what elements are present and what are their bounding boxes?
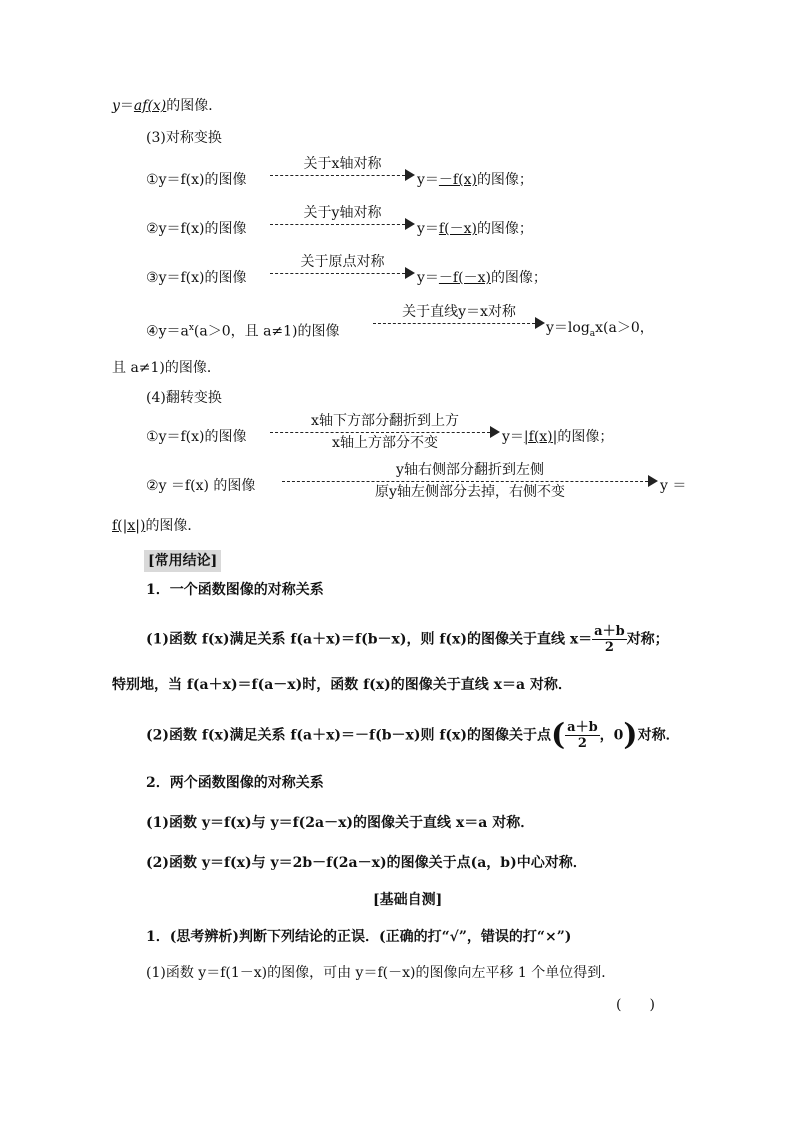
question-text: 1．(思考辨析)判断下列结论的正误．(正确的打“√”，错误的打“×”) xyxy=(146,929,572,945)
text-fragment: y＝f(x)的图像 xyxy=(158,221,247,237)
answer-underlined: －f(－x) xyxy=(438,270,491,286)
text-fragment: (a＞0，且 a≠1)的图像 xyxy=(193,323,340,340)
answer-blank: ( ) xyxy=(616,997,655,1013)
text-line xyxy=(146,476,255,496)
text-line xyxy=(417,268,547,288)
item-number: ① xyxy=(146,172,159,188)
text-line xyxy=(146,624,669,655)
text-line: (2)函数 y＝f(x)与 y＝2b－f(2a－x)的图像关于点(a，b)中心对称． xyxy=(146,855,587,871)
section-tag: [基础自测] xyxy=(373,892,443,908)
text-fragment: 的图像； xyxy=(476,221,533,237)
transform-arrow xyxy=(270,413,500,457)
transform-arrow xyxy=(282,462,658,506)
subsection-heading: 2．两个函数图像的对称关系 xyxy=(146,775,324,791)
answer-underlined: f(|x|) xyxy=(112,518,146,534)
arrow-head-icon xyxy=(405,169,415,181)
text-fragment: y＝a xyxy=(158,323,189,340)
arrow-label: 关于原点对称 xyxy=(300,254,385,270)
text-line xyxy=(112,516,201,536)
item-number: ② xyxy=(146,221,159,237)
question-item: (1)函数 y＝f(1－x)的图像，可由 y＝f(－x)的图像向左平移 1 个单位得到． xyxy=(146,965,616,981)
transform-arrow xyxy=(373,304,545,344)
text-fragment: y＝ xyxy=(502,429,524,445)
text-line: 且 a≠1)的图像． xyxy=(112,360,221,376)
text-line: 特别地，当 f(a＋x)＝f(a－x)时，函数 f(x)的图像关于直线 x＝a 对称． xyxy=(112,677,572,693)
text-fragment: 的图像； xyxy=(490,270,547,286)
arrow-shaft xyxy=(282,481,648,482)
text-fragment: (2)函数 f(x)满足关系 f(a＋x)＝－f(b－x)则 f(x)的图像关于点 xyxy=(146,727,551,744)
text-line xyxy=(417,170,533,190)
text-fragment: y＝f(x)的图像 xyxy=(158,270,247,286)
subscript: a xyxy=(589,328,596,339)
text-fragment: y＝f(x)的图像 xyxy=(158,429,247,445)
text-fragment: y＝ xyxy=(417,172,439,188)
arrow-label: y轴右侧部分翻折到左侧 xyxy=(396,462,544,478)
subsection-heading: 1．一个函数图像的对称关系 xyxy=(146,582,324,598)
text-fragment: ，0 xyxy=(599,727,624,744)
text-line xyxy=(546,318,654,344)
item-number: ③ xyxy=(146,270,159,286)
arrow-head-icon xyxy=(535,317,545,329)
arrow-head-icon xyxy=(405,218,415,230)
arrow-head-icon xyxy=(405,267,415,279)
text-line: (1)函数 y＝f(x)与 y＝f(2a－x)的图像关于直线 x＝a 对称． xyxy=(146,815,535,831)
arrow-shaft xyxy=(270,224,405,225)
section-heading: (3)对称变换 xyxy=(146,130,222,146)
arrow-sublabel: x轴上方部分不变 xyxy=(332,435,438,451)
text-line: y ＝ xyxy=(660,478,687,494)
answer-underlined: |f(x)| xyxy=(523,429,558,445)
answer-underlined: f(－x) xyxy=(438,221,477,237)
text-var: y xyxy=(112,98,120,114)
text-fragment: (1)函数 f(x)满足关系 f(a＋x)＝f(b－x)，则 f(x)的图像关于直线 x＝ xyxy=(146,631,593,648)
paren-left: ( xyxy=(550,717,566,753)
text-fragment: y＝log xyxy=(546,320,590,336)
fraction xyxy=(565,720,600,751)
text-fragment: 对称； xyxy=(626,631,669,648)
fraction-denominator: 2 xyxy=(604,640,614,655)
item-number: ④ xyxy=(146,323,159,340)
section-tag: [常用结论] xyxy=(144,550,221,572)
arrow-shaft xyxy=(270,432,490,433)
text-fragment: y＝ xyxy=(417,221,439,237)
answer-underlined: af(x) xyxy=(133,98,167,114)
text-fragment: y＝f(x)的图像 xyxy=(158,172,247,188)
text-fragment: 的图像； xyxy=(476,172,533,188)
transform-arrow xyxy=(270,254,415,294)
item-number: ① xyxy=(146,429,159,445)
arrow-shaft xyxy=(270,273,405,274)
text-fragment: ＝ xyxy=(119,98,134,114)
text-line xyxy=(146,170,246,190)
paren-right: ) xyxy=(623,717,638,753)
text-line xyxy=(146,318,340,342)
item-number: ② xyxy=(146,478,159,494)
arrow-shaft xyxy=(270,175,405,176)
text-line xyxy=(112,96,222,116)
fraction xyxy=(592,624,627,655)
section-heading: (4)翻转变换 xyxy=(146,390,222,406)
answer-underlined: －f(x) xyxy=(438,172,477,188)
text-fragment: x(a＞0， xyxy=(595,320,654,336)
arrow-label: 关于x轴对称 xyxy=(303,156,382,172)
arrow-label: x轴下方部分翻折到上方 xyxy=(311,413,459,429)
arrow-shaft xyxy=(373,323,535,324)
text-line xyxy=(146,427,246,447)
fraction-numerator: a＋b xyxy=(594,624,625,639)
text-fragment: 的图像； xyxy=(557,429,614,445)
transform-arrow xyxy=(270,205,415,245)
text-line xyxy=(146,717,680,753)
arrow-sublabel: 原y轴左侧部分去掉，右侧不变 xyxy=(375,484,565,500)
arrow-label: 关于y轴对称 xyxy=(303,205,382,221)
text-line xyxy=(146,268,246,288)
text-fragment: y＝ xyxy=(417,270,439,286)
text-line xyxy=(417,219,533,239)
fraction-numerator: a＋b xyxy=(567,720,598,735)
transform-arrow xyxy=(270,156,415,196)
arrow-label: 关于直线y＝x对称 xyxy=(402,304,516,320)
fraction-denominator: 2 xyxy=(577,736,587,751)
text-fragment: 对称． xyxy=(637,727,680,744)
text-line xyxy=(146,219,246,239)
text-fragment: 的图像． xyxy=(166,98,223,114)
text-fragment: y ＝f(x) 的图像 xyxy=(158,478,256,494)
text-line xyxy=(502,427,613,447)
text-fragment: 的图像． xyxy=(145,518,202,534)
superscript: x xyxy=(188,323,194,333)
